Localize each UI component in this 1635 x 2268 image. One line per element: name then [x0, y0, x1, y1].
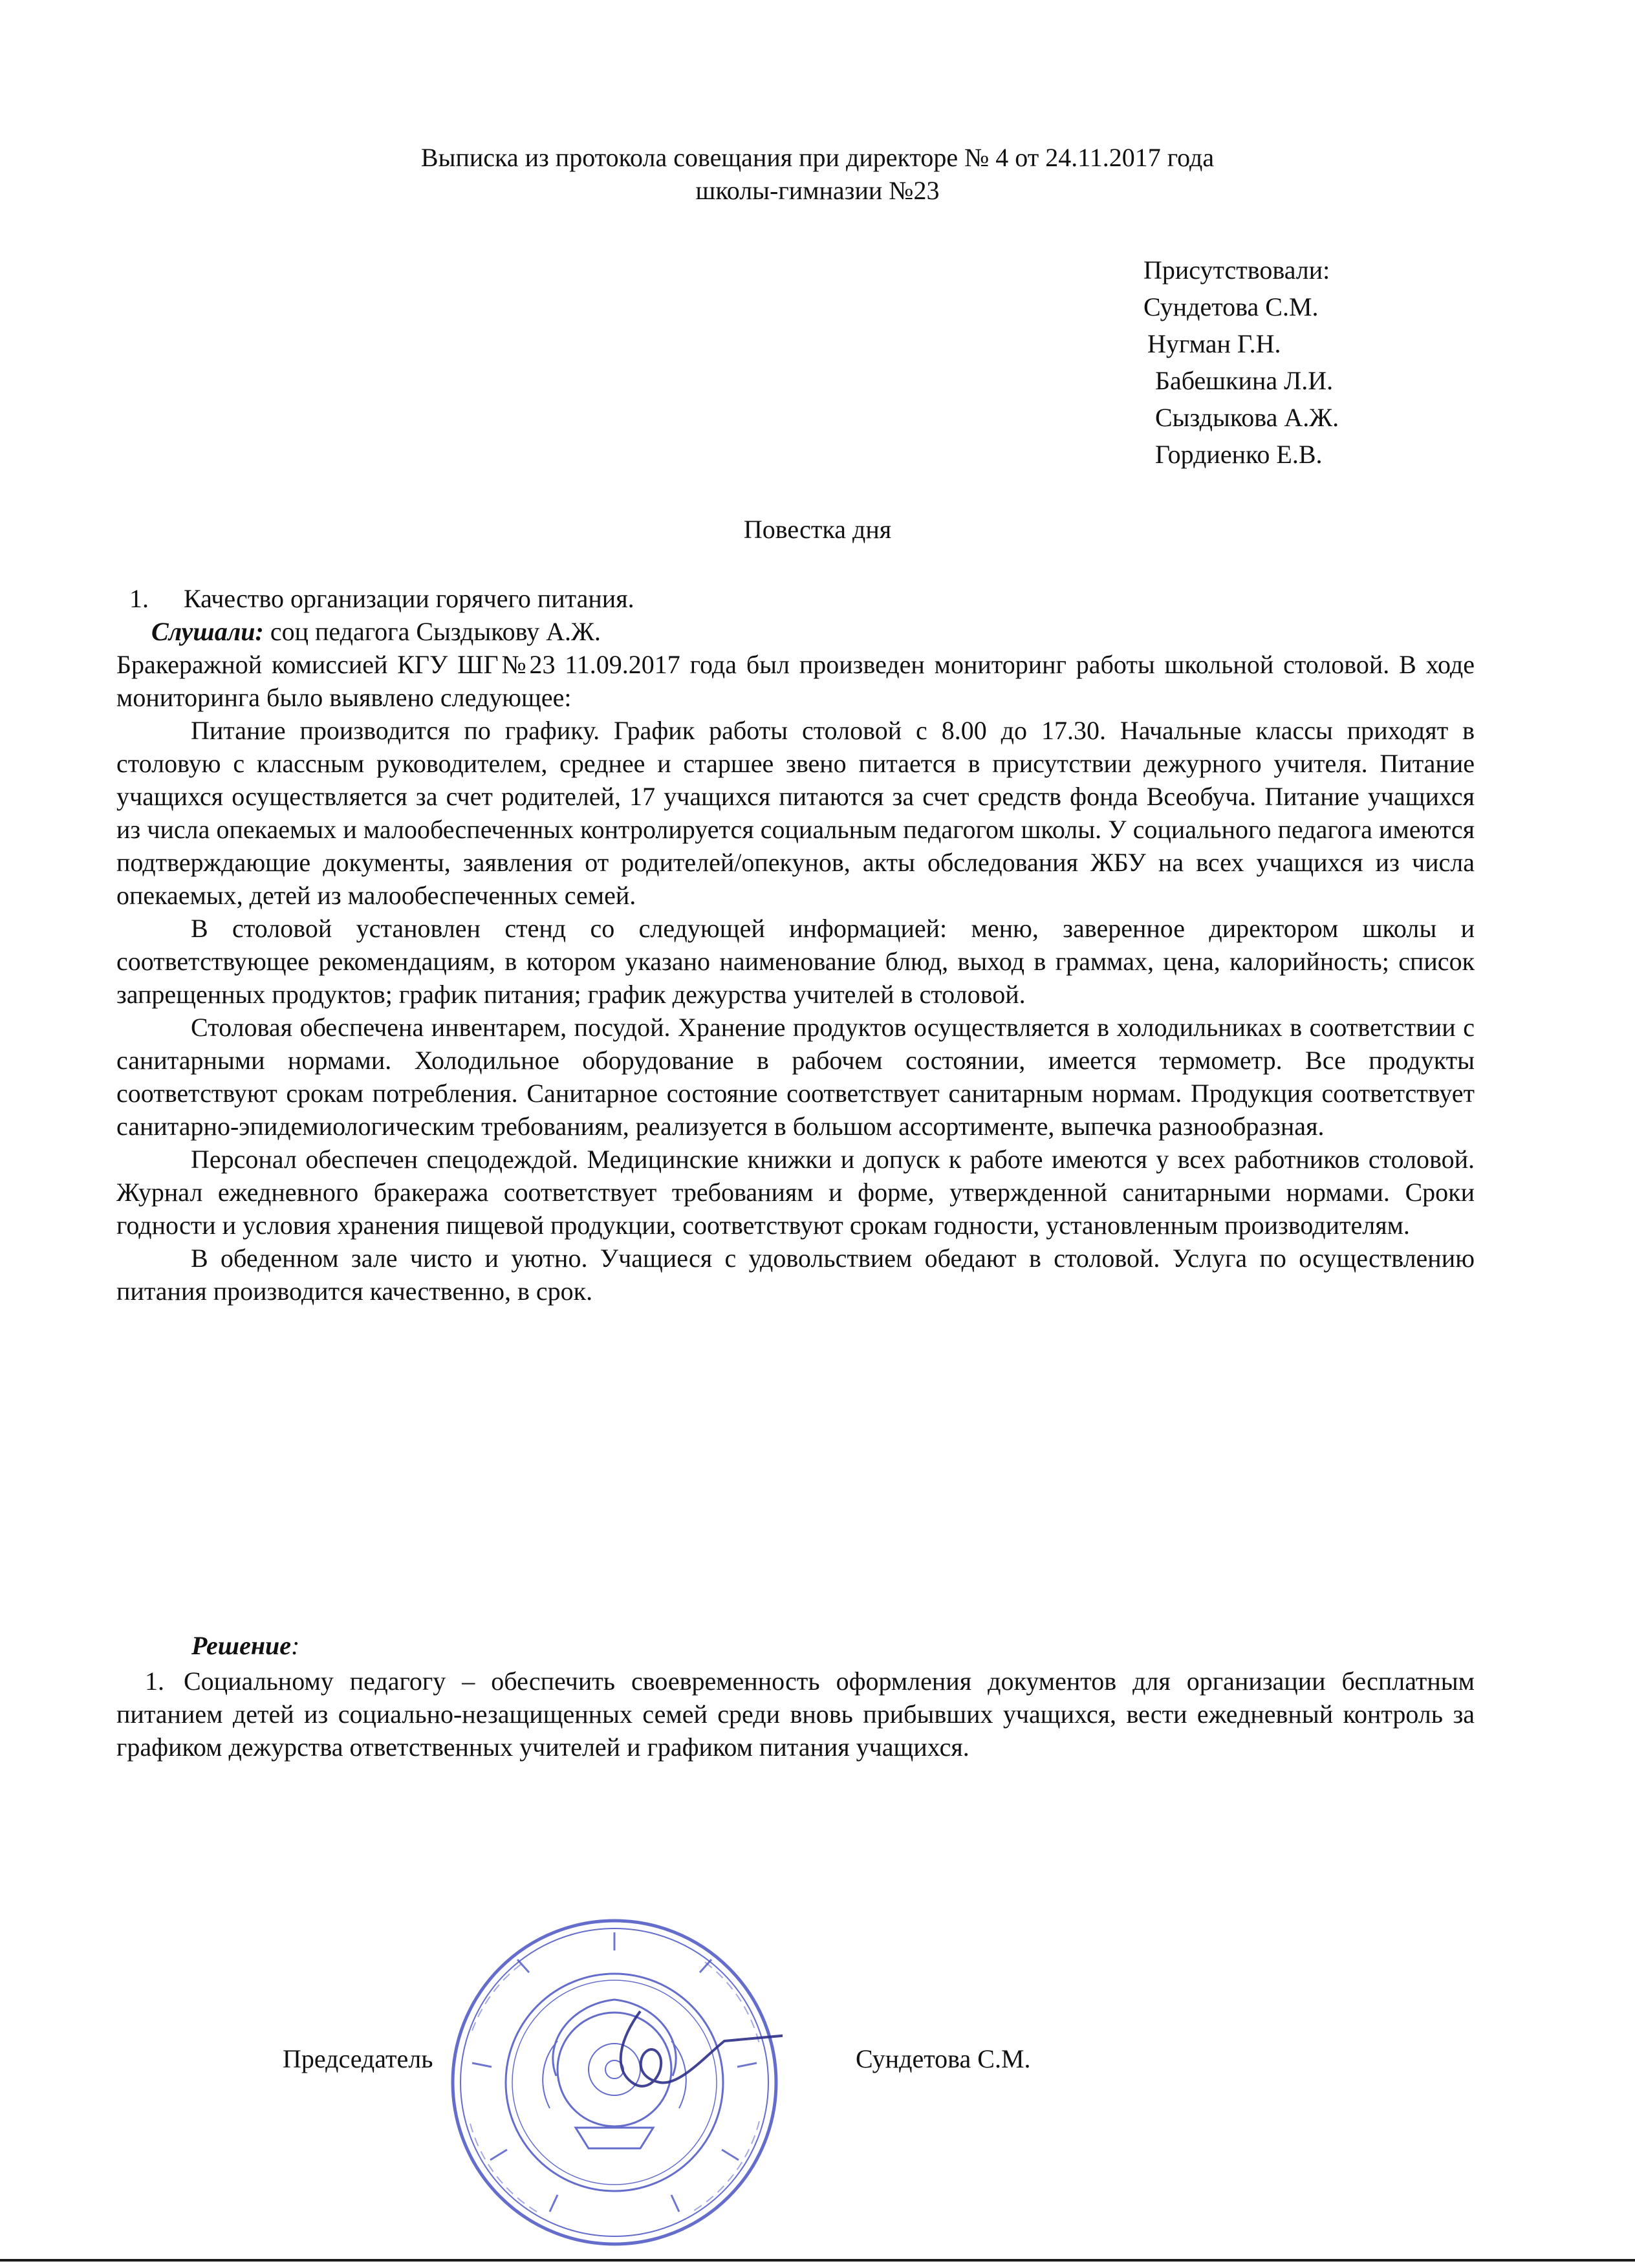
- paragraph: Бракеражной комиссией КГУ ШГ№23 11.09.2017 года был произведен мониторинг работы школьной столовой. В ходе мониторинга было выявлено следующее:: [116, 650, 1475, 712]
- attendee-name: Нугман Г.Н.: [1147, 329, 1281, 358]
- report-body: [116, 648, 1475, 1308]
- paragraph: Персонал обеспечен спецодеждой. Медицинские книжки и допуск к работе имеются у всех работников столовой. Журнал ежедневного бракеража соответствует требованиям и форме, утвержденной санитарными нормами. Сроки годности и условия хранения пищевой продукции, соответствуют срокам годности, установленным производителям.: [116, 1145, 1475, 1240]
- decision-heading: [191, 1629, 299, 1662]
- attendees-label: Присутствовали:: [1143, 255, 1330, 285]
- document-title: Выписка из протокола совещания при директоре № 4 от 24.11.2017 года: [420, 143, 1215, 172]
- decision-colon: :: [291, 1631, 300, 1660]
- heard-text: соц педагога Сыздыкову А.Ж.: [263, 617, 601, 646]
- agenda-item-text: Качество организации горячего питания.: [184, 584, 634, 613]
- official-seal-icon: [446, 1914, 783, 2251]
- chairman-label: Председатель: [283, 2044, 433, 2073]
- attendee-name: Сыздыкова А.Ж.: [1155, 403, 1339, 432]
- paragraph: В столовой установлен стенд со следующей информацией: меню, заверенное директором школы и соответствующее рекомендациям, в котором указано наименование блюд, выход в граммах, цена, калорийность; список запрещенных продуктов; график питания; график дежурства учителей в столовой.: [116, 914, 1475, 1009]
- attendee-name: Бабешкина Л.И.: [1155, 366, 1334, 395]
- document-subtitle: школы-гимназии №23: [695, 176, 940, 205]
- paragraph: Столовая обеспечена инвентарем, посудой. Хранение продуктов осуществляется в холодильниках в соответствии с санитарными нормами. Холодильное оборудование в рабочем состоянии, имеется термометр. Все продукты соответствуют срокам потребления. Санитарное состояние соответствует санитарным нормам. Продукция соответствует санитарно-эпидемиологическим требованиям, реализуется в большом ассортименте, выпечка разнообразная.: [116, 1013, 1475, 1141]
- agenda-item-number: 1.: [129, 584, 149, 613]
- paragraph: В обеденном зале чисто и уютно. Учащиеся с удовольствием обедают в столовой. Услуга по осуществлению питания производится качественно, в срок.: [116, 1244, 1475, 1306]
- agenda-heading: Повестка дня: [743, 515, 892, 544]
- scan-edge-line: [0, 2259, 1635, 2262]
- attendee-name: Гордиенко Е.В.: [1155, 440, 1323, 469]
- decision-item: [116, 1665, 1475, 1764]
- chairman-name: Сундетова С.М.: [856, 2044, 1031, 2073]
- heard-label: Слушали:: [151, 617, 264, 646]
- agenda-item: [129, 582, 634, 615]
- decision-text-paragraph: [116, 1665, 1475, 1764]
- decision-item-number: 1.: [145, 1667, 164, 1696]
- paragraph: Питание производится по графику. График работы столовой с 8.00 до 17.30. Начальные классы приходят в столовую с классным руководителем, среднее и старшее звено питается в присутствии дежурного учителя. Питание учащихся осуществляется за счет родителей, 17 учащихся питаются за счет средств фонда Всеобуча. Питание учащихся из числа опекаемых и малообеспеченных контролируется социальным педагогом школы. У социального педагога имеются подтверждающие документы, заявления от родителей/опекунов, акты обследования ЖБУ на всех учащихся из числа опекаемых, детей из малообеспеченных семей.: [116, 716, 1475, 910]
- decision-label: Решение: [191, 1631, 292, 1660]
- decision-text: Социальному педагогу – обеспечить своевременность оформления документов для организации бесплатным питанием детей из социально-незащищенных семей среди вновь прибывших учащихся, вести ежедневный контроль за графиком дежурства ответственных учителей и графиком питания учащихся.: [116, 1667, 1475, 1762]
- attendee-name: Сундетова С.М.: [1143, 292, 1319, 321]
- heard-line: [151, 615, 601, 648]
